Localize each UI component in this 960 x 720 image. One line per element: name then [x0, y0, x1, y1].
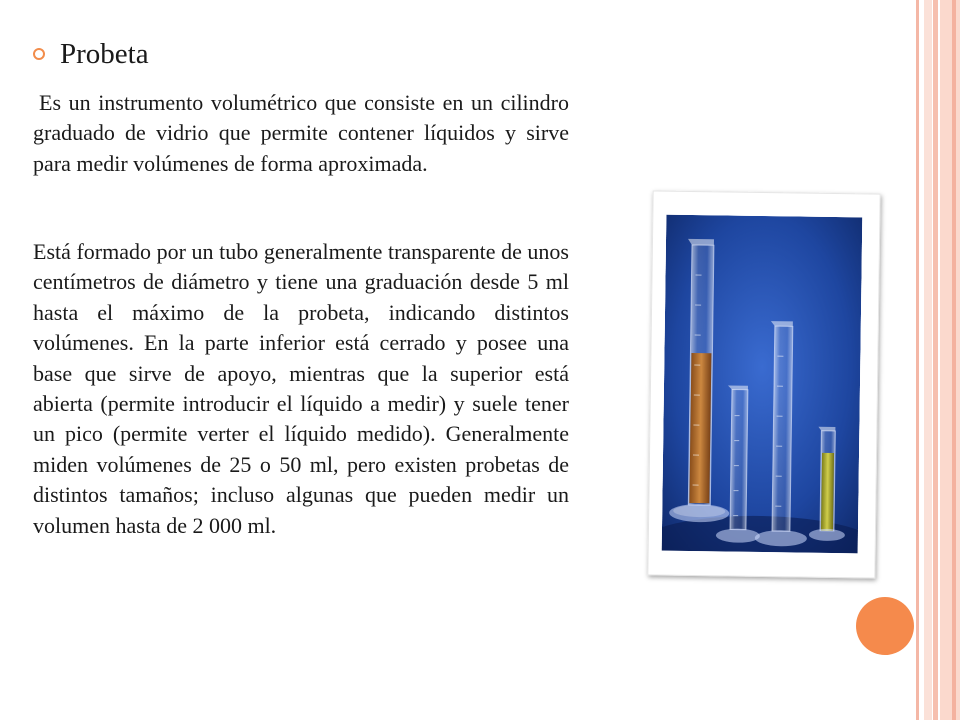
decorative-stripe [933, 0, 938, 720]
decorative-stripe [952, 0, 956, 720]
decorative-circle [856, 597, 914, 655]
decorative-stripe [916, 0, 919, 720]
slide-title: Probeta [60, 38, 149, 70]
photo-frame [647, 190, 880, 578]
circle-bullet-icon [33, 48, 45, 60]
paragraph-definition: Es un instrumento volumétrico que consiste en un cilindro graduado de vidrio que permite contener líquidos y sirve para medir volúmenes de forma aproximada. [33, 90, 569, 176]
graduated-cylinders-photo [662, 215, 863, 554]
decorative-stripe [940, 0, 960, 720]
paragraph-description: Está formado por un tubo generalmente transparente de unos centímetros de diámetro y tiene una graduación desde 5 ml hasta el máximo de la probeta, indicando distintos volúmenes. En la parte inferior está cerrado y posee una base que sirve de apoyo, mientras que la superior está abierta (permite introducir el líquido a medir) y suele tener un pico (permite verter el líquido medido). Generalmente miden volúmenes de 25 o 50 ml, pero existen probetas de distintos tamaños; incluso algunas que pueden medir un volumen hasta de 2 000 ml. [33, 239, 569, 538]
decorative-stripe [924, 0, 932, 720]
